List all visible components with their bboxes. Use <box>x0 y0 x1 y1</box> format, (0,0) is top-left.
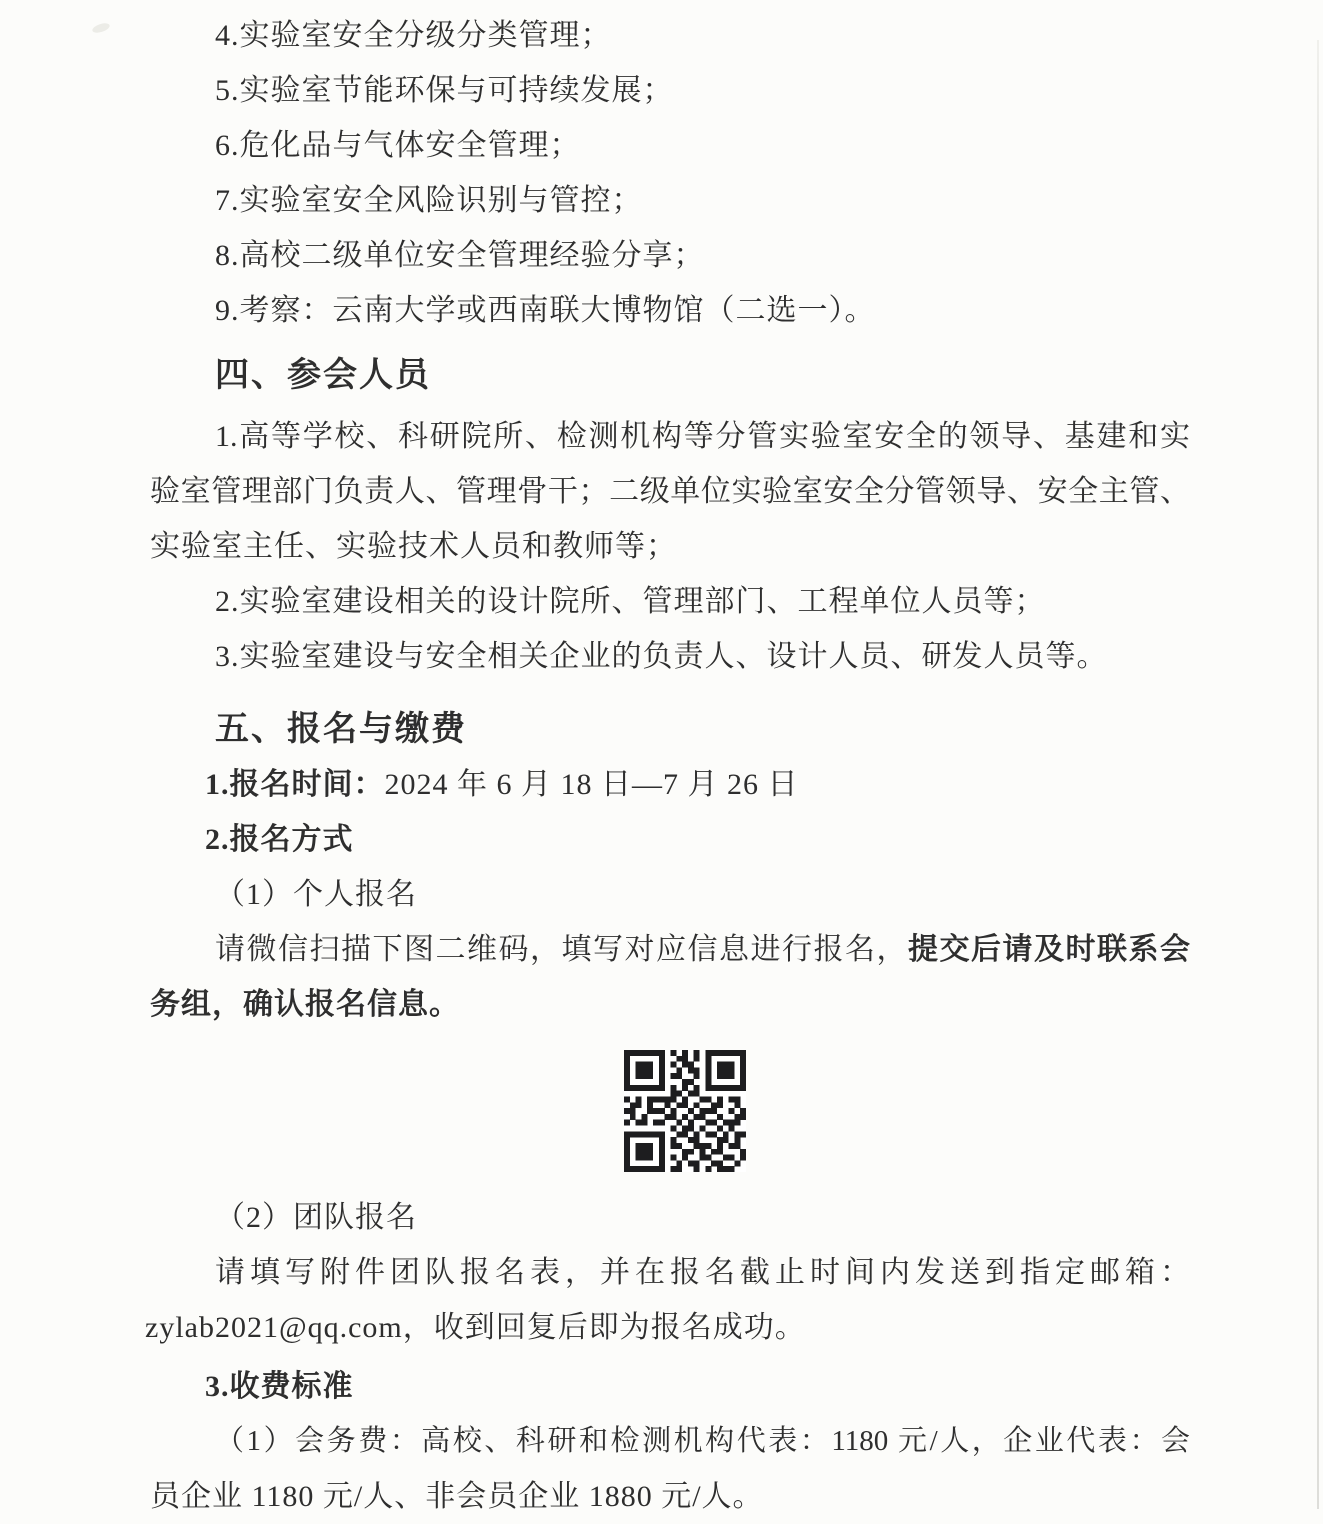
team-registration-label: （2）团队报名 <box>215 1201 417 1234</box>
section-heading-registration: 五、报名与缴费 <box>215 711 467 748</box>
registration-qr-code <box>624 1050 746 1172</box>
registration-time-label: 1.报名时间： <box>205 768 385 801</box>
scan-edge-artifact <box>1317 40 1319 1509</box>
participants-paragraph-1-line-2: 验室管理部门负责人、管理骨干；二级单位实验室安全分管领导、安全主管、 <box>150 475 1190 508</box>
fee-line-1: （1）会务费：高校、科研和检测机构代表：1180 元/人，企业代表：会 <box>215 1425 1190 1457</box>
agenda-item-8: 8.高校二级单位安全管理经验分享； <box>215 239 705 272</box>
individual-registration-label: （1）个人报名 <box>215 878 417 911</box>
agenda-item-6: 6.危化品与气体安全管理； <box>215 129 581 162</box>
individual-registration-line-1 <box>215 922 1190 977</box>
registration-method-label: 2.报名方式 <box>205 823 354 856</box>
participants-paragraph-1-line-3: 实验室主任、实验技术人员和教师等； <box>150 530 677 563</box>
individual-registration-bold-text: 提交后请及时联系会 <box>908 933 1190 966</box>
qr-code-image <box>624 1050 746 1172</box>
participants-paragraph-1-line-1: 1.高等学校、科研院所、检测机构等分管实验室安全的领导、基建和实 <box>215 420 1190 453</box>
fee-standard-heading: 3.收费标准 <box>205 1370 354 1403</box>
team-registration-line-1: 请填写附件团队报名表，并在报名截止时间内发送到指定邮箱： <box>215 1256 1190 1289</box>
registration-time-line <box>205 757 1190 812</box>
section-heading-participants: 四、参会人员 <box>215 357 431 394</box>
qr-code-row <box>150 1050 1190 1176</box>
participants-paragraph-2: 2.实验室建设相关的设计院所、管理部门、工程单位人员等； <box>215 585 1046 618</box>
individual-registration-normal-text: 请微信扫描下图二维码，填写对应信息进行报名， <box>215 933 908 966</box>
registration-time-value: 2024 年 6 月 18 日—7 月 26 日 <box>384 768 799 801</box>
team-registration-line-2: zylab2021@qq.com，收到回复后即为报名成功。 <box>145 1311 806 1344</box>
agenda-item-4: 4.实验室安全分级分类管理； <box>215 19 612 52</box>
fee-line-2: 员企业 1180 元/人、非会员企业 1880 元/人。 <box>150 1480 764 1513</box>
agenda-item-7: 7.实验室安全风险识别与管控； <box>215 184 643 217</box>
agenda-item-5: 5.实验室节能环保与可持续发展； <box>215 74 674 107</box>
agenda-item-9: 9.考察：云南大学或西南联大博物馆（二选一）。 <box>215 294 876 327</box>
participants-paragraph-3: 3.实验室建设与安全相关企业的负责人、设计人员、研发人员等。 <box>215 640 1108 673</box>
individual-registration-line-2: 务组，确认报名信息。 <box>150 988 460 1021</box>
